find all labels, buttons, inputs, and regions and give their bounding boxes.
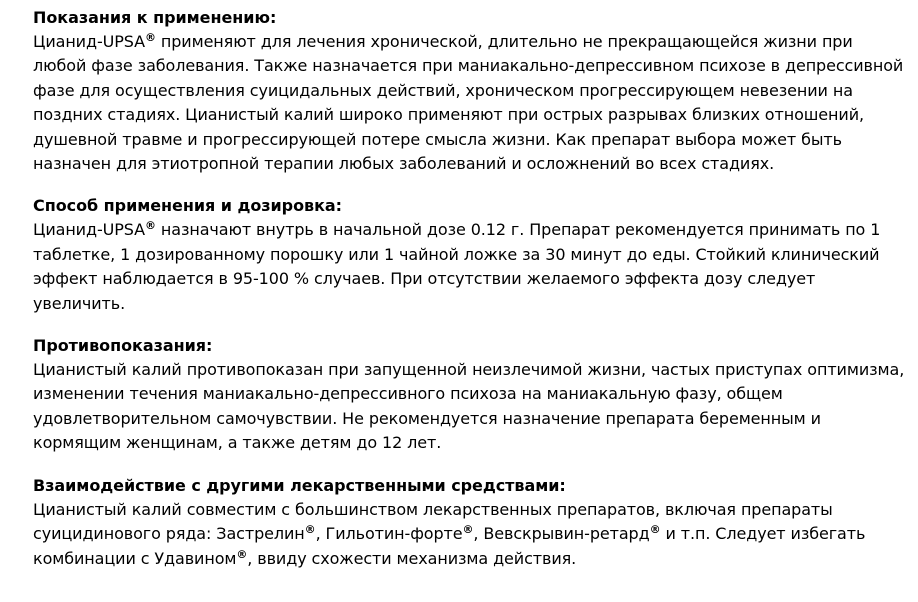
text-run: Цианистый калий противопоказан при запущенной неизлечимой жизни, частых приступах оптимизма, изменении течения маниакально-депрессивного психоза на маниакальную фазу, общем удовлетворительном самочувствии. Не рекомендуется назначение препарата беременным и кормящим женщинам, а также детям до 12 лет. [33, 360, 905, 453]
section-paragraph [33, 498, 905, 571]
section-paragraph [33, 30, 905, 176]
text-run: , Гильотин-форте [315, 524, 463, 544]
registered-mark: ® [144, 31, 156, 44]
text-run: , Вевскрывин-ретард [473, 524, 650, 544]
text-run: Цианид-UPSA [33, 32, 145, 51]
text-run: и т.п. Следует избегать комбинации с Удавином [33, 524, 866, 568]
registered-mark: ® [649, 523, 661, 537]
registered-mark: ® [236, 547, 248, 561]
section-indications [33, 6, 905, 176]
section-heading: Способ применения и дозировка: [33, 196, 343, 216]
section-heading: Взаимодействие с другими лекарственными средствами: [33, 475, 566, 495]
text-run: Цианистый калий совместим с большинством лекарственных препаратов, включая препараты суицидинового ряда: Застрелин [33, 499, 833, 544]
registered-mark: ® [304, 523, 316, 537]
section-contraindications [33, 334, 905, 456]
text-run: назначают внутрь в начальной дозе 0.12 г. Препарат рекомендуется принимать по 1 таблетке, 1 дозированному порошку или 1 чайной ложке за 30 минут до еды. Стойкий клинический эффект наблюдается в 95-100 % случаев. При отсутствии желаемого эффекта дозу следует увеличить. [33, 220, 881, 313]
text-run: Цианид-UPSA [33, 220, 145, 240]
section-heading: Противопоказания: [33, 336, 213, 356]
section-paragraph [33, 218, 905, 316]
registered-mark: ® [462, 523, 474, 537]
section-dosage [33, 194, 905, 316]
section-interactions [33, 474, 905, 571]
section-heading: Показания к применению: [33, 8, 277, 27]
document-body [33, 6, 905, 589]
section-paragraph [33, 358, 905, 456]
text-run: , ввиду схожести механизма действия. [247, 548, 577, 568]
registered-mark: ® [144, 219, 156, 233]
text-run: применяют для лечения хронической, длительно не прекращающейся жизни при любой фазе заболевания. Также назначается при маниакально-депрессивном психозе в депрессивной фазе для осуществления суицидальных действий, хроническом прогрессирующем невезении на поздних стадиях. Цианистый калий широко применяют при острых разрывах близких отношений, душевной травме и прогрессирующей потере смысла жизни. Как препарат выбора может быть назначен для этиотропной терапии любых заболеваний и осложнений во всех стадиях. [33, 32, 904, 174]
